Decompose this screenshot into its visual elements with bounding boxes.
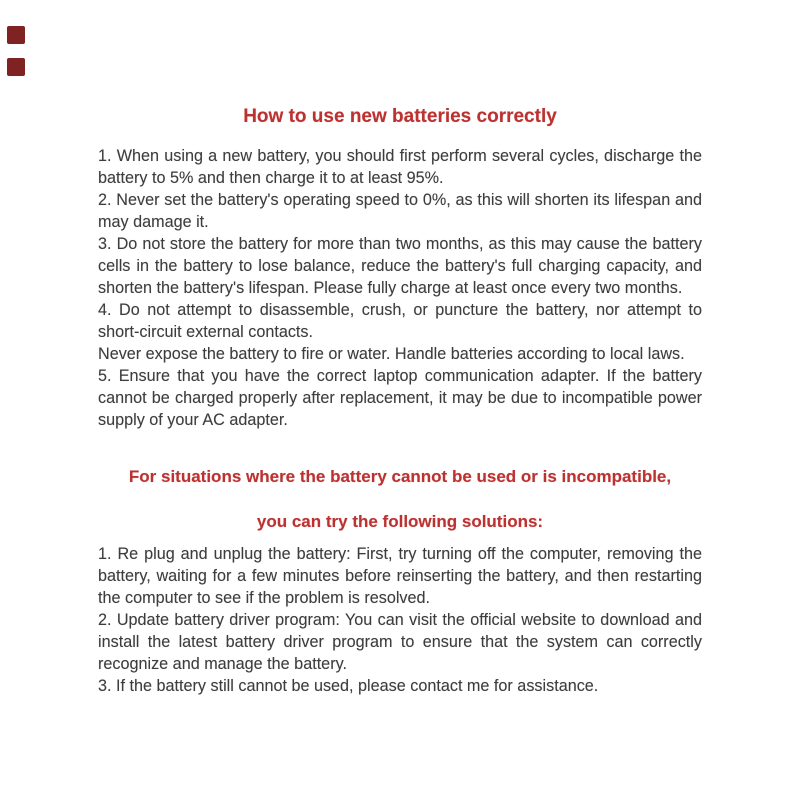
corner-mark-top bbox=[7, 26, 25, 44]
solution-item-1: 1. Re plug and unplug the battery: First, try turning off the computer, removing the battery, waiting for a few minutes before reinserting the battery, and then restarting the computer to see if the problem is resolved. bbox=[98, 545, 702, 607]
usage-item-3: 3. Do not store the battery for more than two months, as this may cause the battery cells in the battery to lose balance, reduce the battery's full charging capacity, and shorten the battery's lifespan. Please fully charge at least once every two months. bbox=[98, 235, 702, 297]
subtitle-line-1: For situations where the battery cannot be used or is incompatible, bbox=[128, 467, 672, 486]
usage-item-4: 4. Do not attempt to disassemble, crush, or puncture the battery, nor attempt to short-circuit external contacts. bbox=[98, 301, 702, 341]
subtitle-line-2: you can try the following solutions: bbox=[256, 512, 544, 531]
solution-item-2: 2. Update battery driver program: You can visit the official website to download and install the latest battery driver program to ensure that the system can correctly recognize and manage the battery. bbox=[98, 611, 702, 673]
solution-item-3: 3. If the battery still cannot be used, please contact me for assistance. bbox=[98, 677, 599, 695]
usage-item-2: 2. Never set the battery's operating speed to 0%, as this will shorten its lifespan and may damage it. bbox=[98, 191, 702, 231]
usage-item-1: 1. When using a new battery, you should first perform several cycles, discharge the battery to 5% and then charge it to at least 95%. bbox=[98, 147, 702, 187]
usage-instructions-section bbox=[98, 145, 702, 431]
usage-note-fire-water: Never expose the battery to fire or water. Handle batteries according to local laws. bbox=[98, 345, 685, 363]
document-page bbox=[98, 0, 702, 697]
solutions-section bbox=[98, 543, 702, 697]
usage-item-5: 5. Ensure that you have the correct laptop communication adapter. If the battery cannot be charged properly after replacement, it may be due to incompatible power supply of your AC adapter. bbox=[98, 367, 702, 429]
corner-mark-bottom bbox=[7, 58, 25, 76]
page-title: How to use new batteries correctly bbox=[243, 106, 557, 127]
